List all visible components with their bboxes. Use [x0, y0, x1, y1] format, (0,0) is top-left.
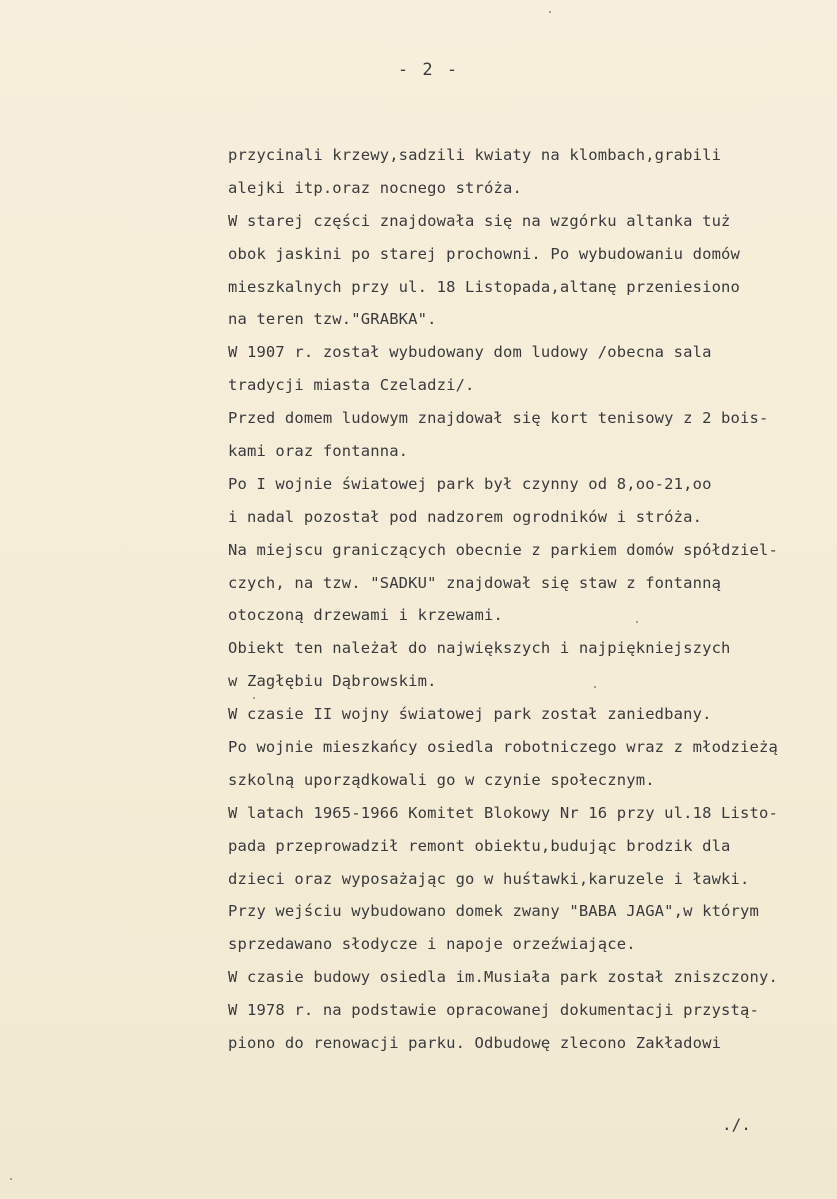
text-line: kami oraz fontanna. — [228, 442, 409, 461]
text-line: Przy wejściu wybudowano domek zwany "BABA JAGA",w którym — [228, 902, 759, 921]
text-line: Po I wojnie światowej park był czynny od 8,oo-21,oo — [228, 474, 712, 493]
paper-speck — [636, 621, 638, 623]
text-line: tradycji miasta Czeladzi/. — [228, 376, 475, 395]
paper-speck — [10, 1178, 12, 1180]
text-line: otoczoną drzewami i krzewami. — [228, 606, 503, 625]
paper-speck — [549, 11, 551, 13]
text-line: W starej części znajdowała się na wzgórku altanka tuż — [228, 211, 731, 230]
text-line: czych, na tzw. "SADKU" znajdował się staw z fontanną — [228, 573, 722, 592]
text-line: W czasie II wojny światowej park został zaniedbany. — [228, 705, 712, 724]
paper-speck — [253, 697, 255, 699]
text-line: piono do renowacji parku. Odbudowę zlecono Zakładowi — [228, 1034, 722, 1053]
text-line: i nadal pozostał pod nadzorem ogrodników i stróża. — [228, 507, 703, 526]
text-line: Obiekt ten należał do największych i najpiękniejszych — [228, 639, 731, 658]
text-line: mieszkalnych przy ul. 18 Listopada,altanę przeniesiono — [228, 277, 741, 296]
text-line: W 1978 r. na podstawie opracowanej dokumentacji przystą- — [228, 1001, 759, 1020]
text-line: W latach 1965-1966 Komitet Blokowy Nr 16 przy ul.18 Listo- — [228, 803, 778, 822]
continuation-mark: ./. — [722, 1115, 751, 1134]
paper-speck — [594, 686, 596, 688]
text-line: W 1907 r. został wybudowany dom ludowy /obecna sala — [228, 343, 712, 362]
text-line: Na miejscu graniczących obecnie z parkiem domów spółdziel- — [228, 540, 778, 559]
text-line: przycinali krzewy,sadzili kwiaty na klombach,grabili — [228, 146, 722, 164]
text-line: w Zagłębiu Dąbrowskim. — [228, 672, 437, 691]
body-text — [228, 139, 828, 1060]
text-line: na teren tzw."GRABKA". — [228, 310, 437, 329]
text-line: szkolną uporządkowali go w czynie społecznym. — [228, 770, 655, 789]
text-line: Przed domem ludowym znajdował się kort tenisowy z 2 bois- — [228, 409, 769, 428]
text-line: sprzedawano słodycze i napoje orzeźwiające. — [228, 935, 636, 954]
text-line: dzieci oraz wyposażając go w huśtawki,karuzele i ławki. — [228, 869, 750, 888]
text-line: obok jaskini po starej prochowni. Po wybudowaniu domów — [228, 244, 741, 263]
text-line: alejki itp.oraz nocnego stróża. — [228, 178, 522, 197]
text-line: W czasie budowy osiedla im.Musiała park został zniszczony. — [228, 968, 778, 987]
page-number: - 2 - — [397, 60, 460, 80]
text-line: pada przeprowadził remont obiektu,budując brodzik dla — [228, 836, 731, 855]
text-line: Po wojnie mieszkańcy osiedla robotniczego wraz z młodzieżą — [228, 738, 778, 757]
